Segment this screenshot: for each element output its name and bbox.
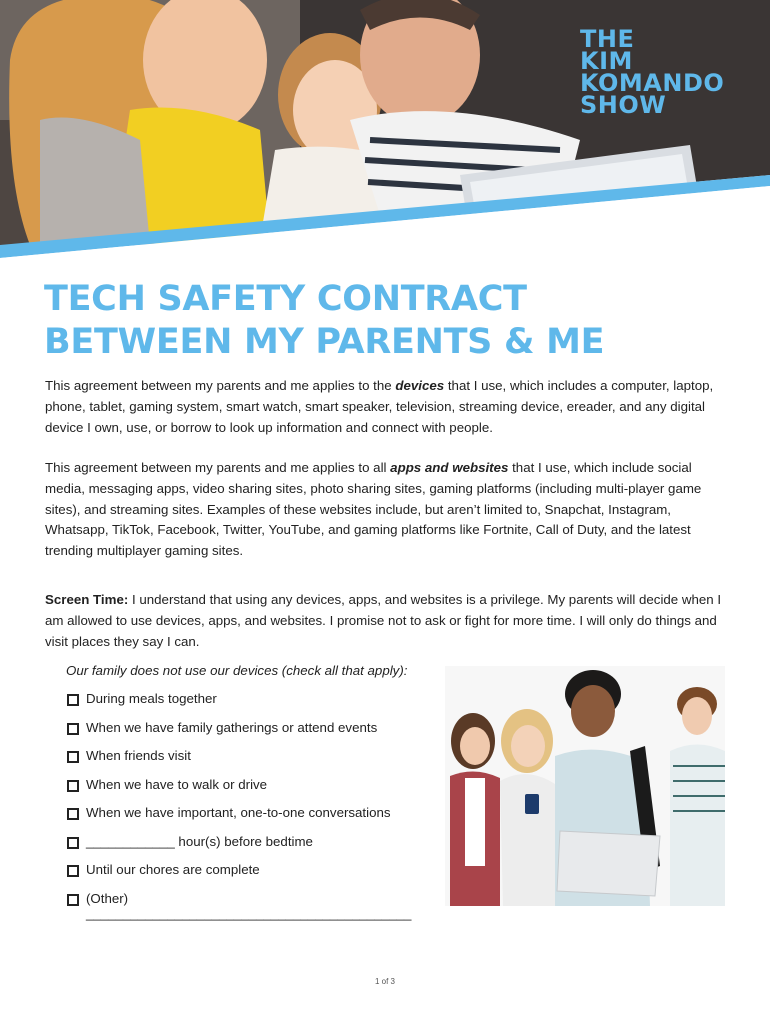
checklist-item [66,805,426,834]
page-title [44,278,744,364]
paragraph-text: that I use, which include social media, messaging apps, video sharing sites, photo sharing sites, gaming platforms (including multi-player game sites), and streaming sites. Examples of these websites include, but aren’t limited to, Snapchat, Instagram, Whatsapp, TikTok, Facebook, Twitter, YouTube, and gaming platforms like Fortnite, Call of Duty, and the latest trending multiplayer gaming sites. [45,460,702,559]
apps-paragraph [45,458,735,562]
checklist-item [66,748,426,777]
checkbox[interactable] [67,751,79,763]
checklist-item-label: When we have to walk or drive [86,776,268,792]
title-line-1: TECH SAFETY CONTRACT [44,279,527,319]
checklist-item [66,720,426,749]
checkbox[interactable] [67,865,79,877]
checklist-item-label: ____________ hour(s) before bedtime [86,833,313,849]
page-number: 1 of 3 [374,977,395,986]
screen-time-paragraph [45,590,735,652]
checklist-title: Our family does not use our devices (check all that apply): [66,663,408,678]
logo-line: THE [580,25,635,53]
checklist-item [66,862,426,891]
logo-line: KOMANDO [580,69,725,97]
checkbox[interactable] [67,780,79,792]
checkbox[interactable] [67,894,79,906]
checklist-item-label: When we have family gatherings or attend events [86,719,378,735]
paragraph-text: that I use, which includes a computer, laptop, phone, tablet, gaming system, smart watch, smart speaker, television, streaming device, ereader, and any digital device I own, use, or borrow to look up information and connect with people. [45,378,714,435]
keyword-apps: apps and websites [390,460,509,475]
checklist-item-label: (Other) ____________________________________________ [86,890,412,921]
checklist-item [66,777,426,806]
device-free-checklist [66,691,426,919]
checklist-item-label: Until our chores are complete [86,862,260,877]
paragraph-text: This agreement between my parents and me applies to the [45,378,396,393]
logo-line: SHOW [580,91,667,119]
checkbox[interactable] [67,694,79,706]
checklist-item-label: During meals together [86,691,217,706]
checklist-item [66,891,426,920]
checklist-item [66,691,426,720]
checklist-item-label: When friends visit [86,748,191,763]
paragraph-text: This agreement between my parents and me applies to all [45,460,391,475]
checklist-item [66,834,426,863]
checkbox[interactable] [67,837,79,849]
show-logo [580,25,750,119]
checkbox[interactable] [67,723,79,735]
paragraph-text: I understand that using any devices, apps, and websites is a privilege. My parents will decide when I am allowed to use devices, apps, and websites. I promise not to ask or fight for more time. I will only do things and visit places they say I can. [45,592,722,649]
logo-line: KIM [580,47,633,75]
checkbox[interactable] [67,808,79,820]
teens-photo [445,666,725,906]
keyword-devices: devices [395,378,445,393]
devices-paragraph [45,376,735,438]
title-line-2: BETWEEN MY PARENTS & ME [44,322,605,362]
screen-time-label: Screen Time: [45,592,129,607]
checklist-item-label: When we have important, one-to-one conversations [86,805,391,820]
